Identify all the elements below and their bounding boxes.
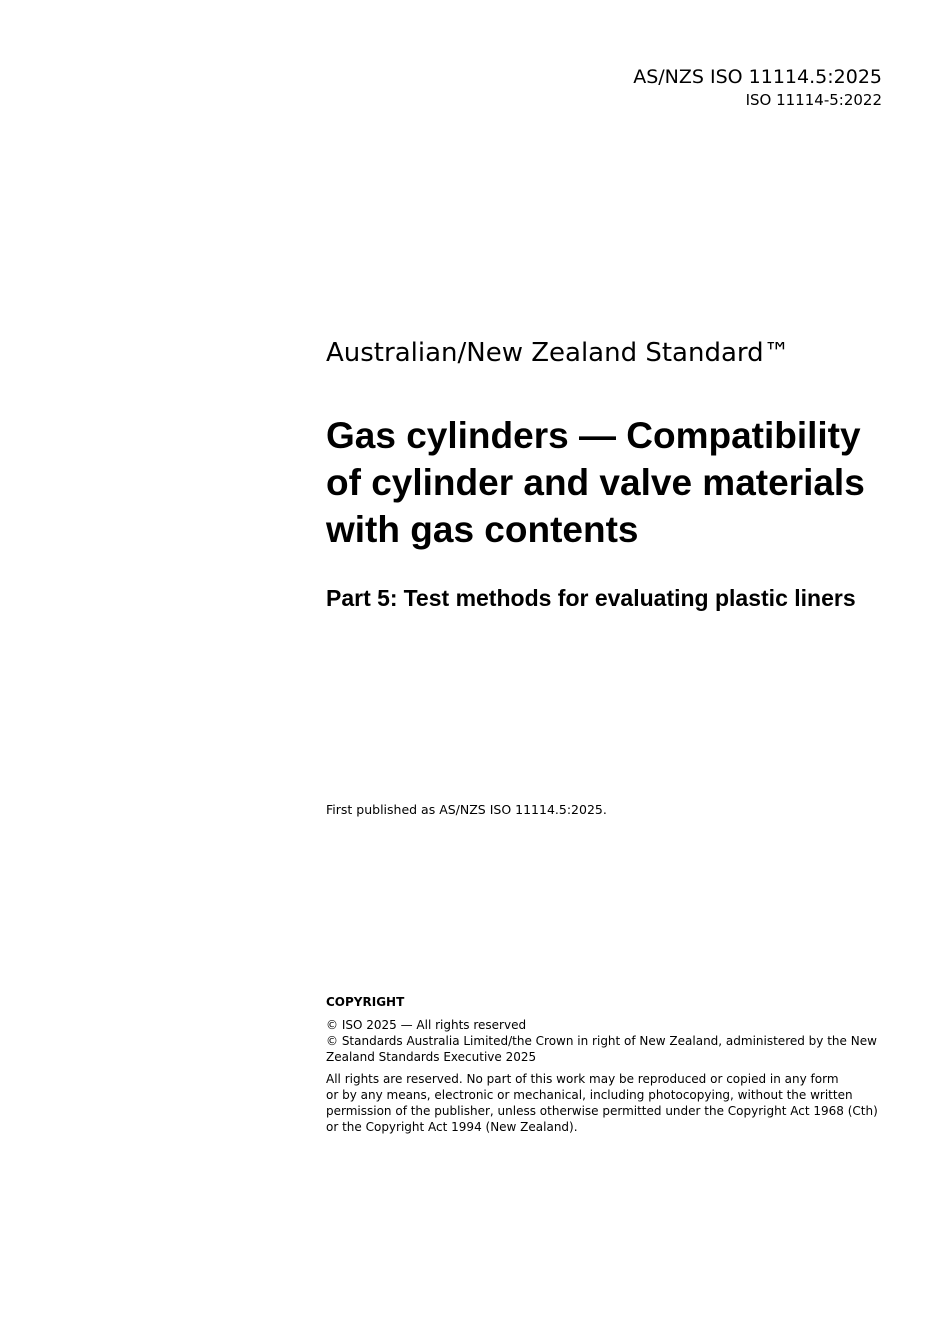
title-line: of cylinder and valve materials: [326, 462, 865, 503]
part-title: Test methods for evaluating plastic liners: [403, 585, 856, 611]
document-title: [326, 412, 906, 553]
rights-line: or by any means, electronic or mechanical, including photocopying, without the written: [326, 1088, 853, 1102]
first-published-note: First published as AS/NZS ISO 11114.5:2025.: [326, 802, 607, 817]
standard-number: AS/NZS ISO 11114.5:2025: [633, 66, 882, 88]
rights-line: All rights are reserved. No part of this work may be reproduced or copied in any form: [326, 1072, 839, 1086]
rights-line: or the Copyright Act 1994 (New Zealand).: [326, 1120, 578, 1134]
copyright-line: © Standards Australia Limited/the Crown in right of New Zealand, administered by the New: [326, 1034, 877, 1048]
copyright-block: [326, 993, 886, 1135]
part-number: Part 5:: [326, 585, 398, 611]
document-subtitle: [326, 583, 856, 613]
copyright-notices: [326, 1017, 886, 1065]
iso-reference-number: ISO 11114-5:2022: [745, 91, 882, 109]
title-line: with gas contents: [326, 509, 639, 550]
rights-line: permission of the publisher, unless otherwise permitted under the Copyright Act 1968 (Cth): [326, 1104, 878, 1118]
standard-type-label: Australian/New Zealand Standard™: [326, 338, 790, 368]
document-header: [633, 64, 882, 110]
copyright-heading: COPYRIGHT: [326, 995, 405, 1009]
title-line: Gas cylinders — Compatibility: [326, 415, 861, 456]
rights-statement: [326, 1071, 886, 1135]
copyright-line: © ISO 2025 — All rights reserved: [326, 1018, 527, 1032]
copyright-line: Zealand Standards Executive 2025: [326, 1050, 537, 1064]
